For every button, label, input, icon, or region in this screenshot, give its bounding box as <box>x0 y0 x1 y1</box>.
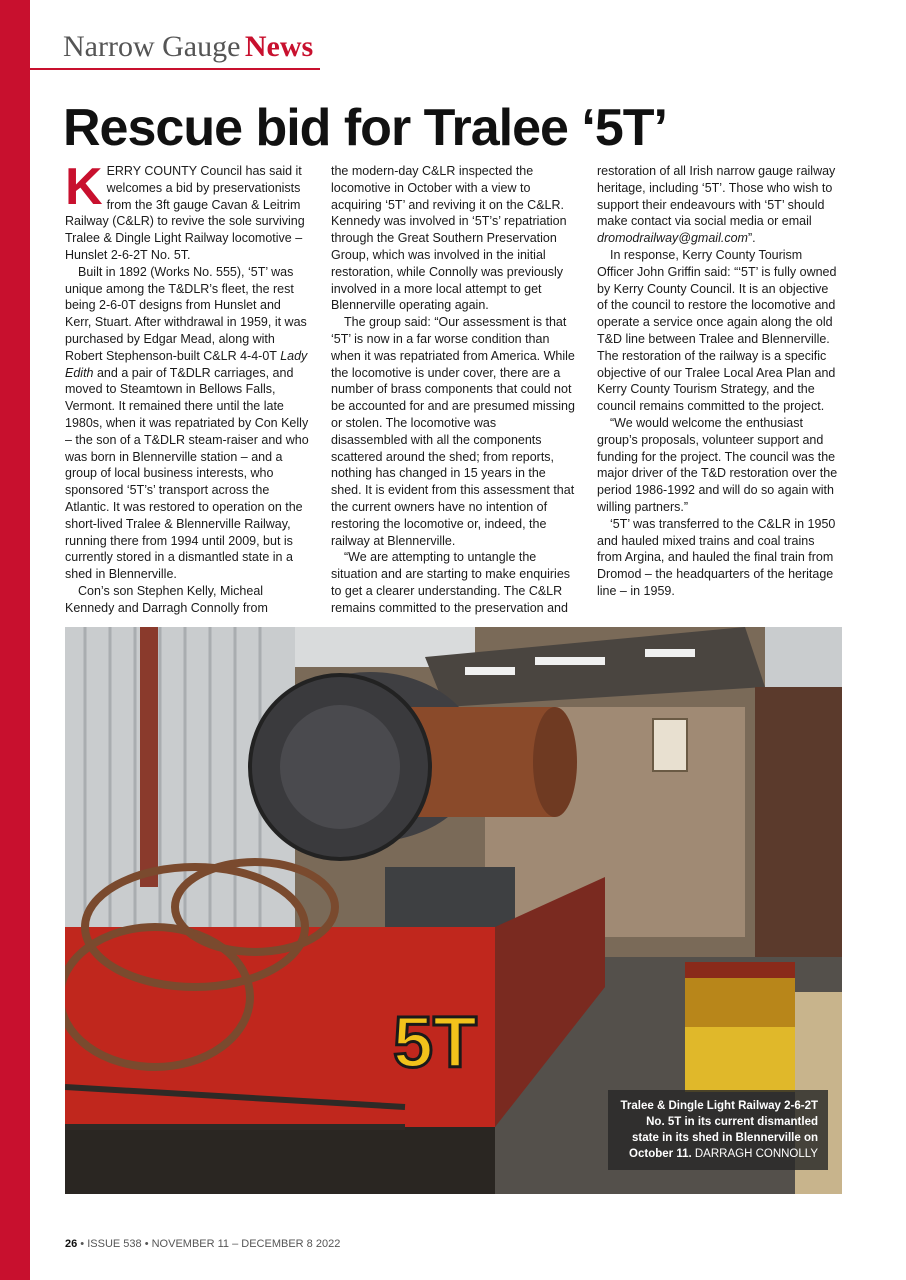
section-label: Narrow Gauge <box>63 30 241 63</box>
headline: Rescue bid for Tralee ‘5T’ <box>63 99 667 157</box>
article-column-3 <box>597 163 842 600</box>
article-column-2 <box>331 163 576 617</box>
article-column-1 <box>65 158 310 617</box>
article-paragraph: In response, Kerry County Tourism Officer John Griffin said: “‘5T’ is fully owned by Kerry County Council. It is an objective of the council to restore the locomotive and operate a service once again along the old T&D line between Tralee and Blennerville. The restoration of the railway is a specific objective of our Tralee Local Area Plan and Kerry County Tourism Strategy, and the council remains committed to the project. <box>597 247 837 414</box>
page-number: 26 <box>65 1238 78 1250</box>
page-footer: 26 • ISSUE 538 • NOVEMBER 11 – DECEMBER 8 2022 <box>65 1238 341 1250</box>
loco-number-plate: 5T <box>393 1003 478 1083</box>
issue-dates: NOVEMBER 11 – DECEMBER 8 2022 <box>151 1238 341 1250</box>
article-paragraph: The group said: “Our assessment is that ‘5T’ is now in a far worse condition than when it was repatriated from America. While the locomotive is under cover, there are a number of brass components that could not be accounted for and are presumed missing or stolen. The locomotive was disassembled with all the components scattered around the shed; from reports, nothing has changed in 15 years in the shed. It is evident from this assessment that the current owners have no intention of restoring the locomotive or, indeed, the railway at Blennerville. <box>331 315 575 548</box>
section-rule <box>30 68 320 70</box>
article-paragraph: KERRY COUNTY Council has said it welcomes a bid by preservationists from the 3ft gauge Cavan & Leitrim Railway (C&LR) to revive the sole surviving Tralee & Dingle Light Railway locomotive – Hunslet 2-6-2T No. 5T. <box>65 158 305 262</box>
article-paragraph: Con’s son Stephen Kelly, Micheal Kennedy and Darragh Connolly from <box>65 583 268 615</box>
article-paragraph: “We are attempting to untangle the situation and are starting to make enquiries to get a clearer understanding. The C&LR remains committed to the preservation and <box>331 550 571 615</box>
drop-cap: K <box>65 158 103 216</box>
locomotive-photo <box>65 627 842 1194</box>
article-paragraph: “We would welcome the enthusiast group’s proposals, volunteer support and funding for the project. The council was the major driver of the T&D restoration over the period 1986-1992 and will do so again with willing partners.” <box>597 415 838 514</box>
article-paragraph: ‘5T’ was transferred to the C&LR in 1950 and hauled mixed trains and coal trains from Argina, and hauled the final train from Dromod – the headquarters of the heritage line – in 1959. <box>597 516 836 598</box>
article-paragraph: Built in 1892 (Works No. 555), ‘5T’ was unique among the T&DLR’s fleet, the rest being 2-6-0T designs from Hunslet and Kerr, Stuart. After withdrawal in 1959, it was purchased by Edgar Mead, along with Robert Stephenson-built C&LR 4-4-0T Lady Edith and a pair of T&DLR carriages, and moved to Steamtown in Bellows Falls, Vermont. It remained there until the late 1980s, when it was repatriated by Con Kelly – the son of a T&DLR steam-raiser and who was born in Blennerville station – and a group of local business interests, who sponsored ‘5T’s’ transport across the Atlantic. It was restored to operation on the short-lived Tralee & Blennerville Railway, running there from 1994 until 2009, but is currently stored in a dismantled state in a shed in Blennerville. <box>65 264 309 582</box>
loco-name: Lady Edith <box>65 348 308 380</box>
article-paragraph: restoration of all Irish narrow gauge railway heritage, including ‘5T’. Those who wish to support their endeavours with ‘5T’ should make contact via social media or email dromodrailway@gmail.com”. <box>597 164 836 246</box>
section-highlight: News <box>244 30 314 63</box>
article-paragraph: the modern-day C&LR inspected the locomotive in October with a view to acquiring ‘5T’ and reviving it on the C&LR. Kennedy was involved in ‘5T’s’ repatriation through the Great Southern Preservation Group, which was involved in the initial restoration, while Connolly was previously involved in a more local attempt to get Blennerville operating again. <box>331 164 567 313</box>
accent-bar <box>0 0 30 1280</box>
email-link[interactable]: dromodrailway@gmail.com <box>597 231 748 246</box>
issue-number: ISSUE 538 <box>87 1238 142 1250</box>
photo-caption: Tralee & Dingle Light Railway 2-6-2T No. 5T in its current dismantled state in its shed in Blennerville on October 11. DARRAGH CONNOLLY <box>608 1090 828 1170</box>
photo-credit: DARRAGH CONNOLLY <box>694 1148 818 1160</box>
section-heading <box>63 30 313 64</box>
